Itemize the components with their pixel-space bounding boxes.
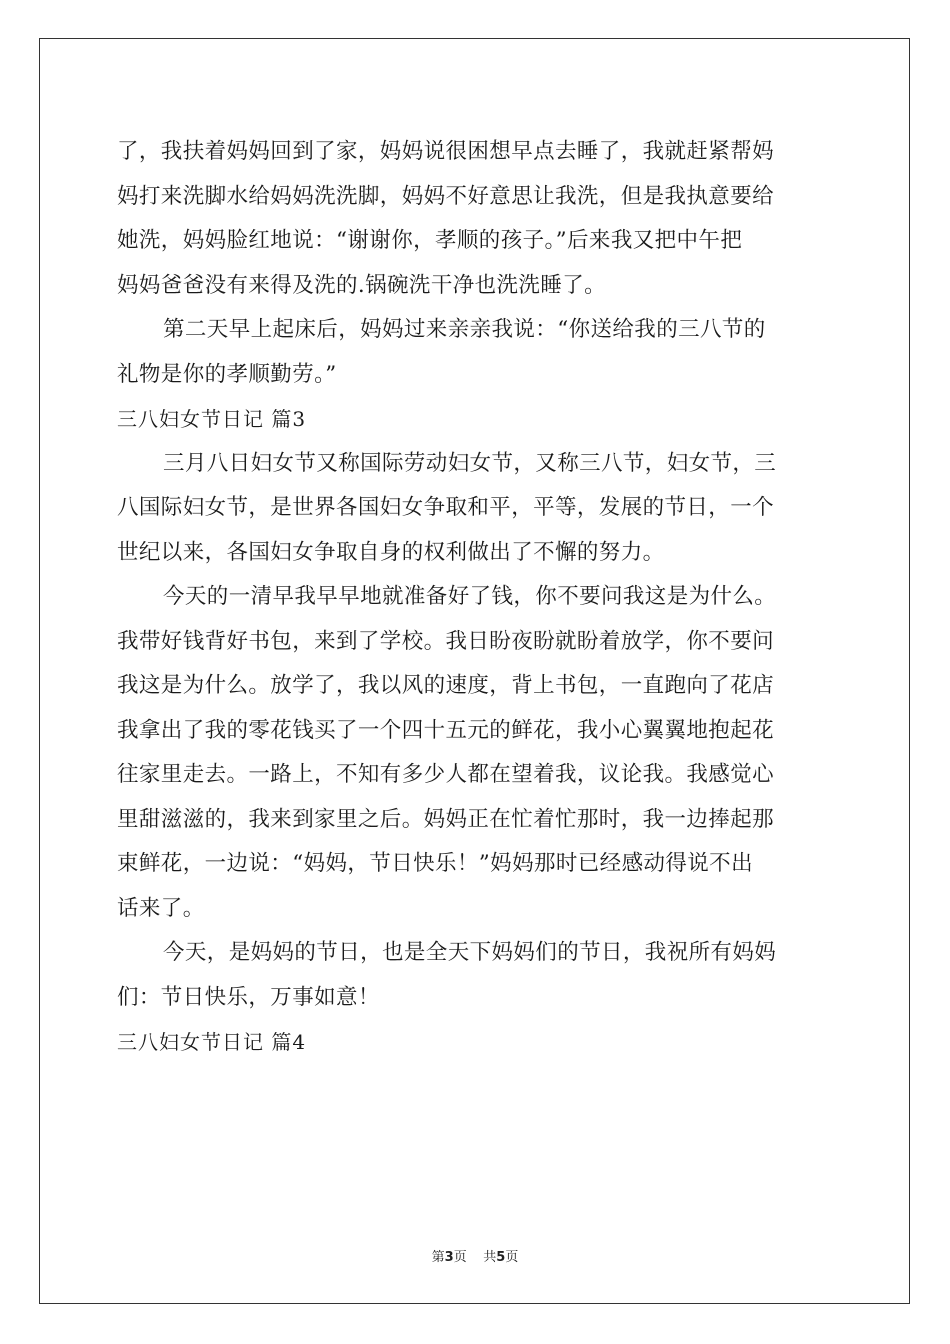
text-line-13: 我这是为什么。放学了，我以风的速度，背上书包，一直跑向了花店 [117, 673, 775, 698]
text-line-11: 今天的一清早我早早地就准备好了钱，你不要问我这是为什么。 [163, 584, 777, 609]
text-line-17: 束鲜花，一边说：“妈妈，节日快乐！”妈妈那时已经感动得说不出 [117, 851, 753, 876]
text-line-6: 礼物是你的孝顺勤劳。” [117, 361, 337, 387]
text-line-20: 们：节日快乐，万事如意！ [117, 984, 380, 1010]
footer-total-pages: 5 [496, 1250, 506, 1265]
text-line-15: 往家里走去。一路上，不知有多少人都在望着我，议论我。我感觉心 [117, 762, 775, 787]
text-line-2: 妈打来洗脚水给妈妈洗洗脚，妈妈不好意思让我洗，但是我执意要给 [117, 183, 775, 209]
footer-current-page: 3 [444, 1250, 454, 1265]
text-line-18: 话来了。 [117, 895, 205, 921]
text-line-12: 我带好钱背好书包，来到了学校。我日盼夜盼就盼着放学，你不要问 [117, 628, 775, 654]
footer-page-unit: 页 [453, 1250, 467, 1265]
footer-total-prefix: 共 [483, 1250, 497, 1265]
text-line-8: 三月八日妇女节又称国际劳动妇女节，又称三八节，妇女节，三 [163, 450, 777, 476]
text-line-4: 妈妈爸爸没有来得及洗的.锅碗洗干净也洗洗睡了。 [117, 272, 607, 298]
text-line-14: 我拿出了我的零花钱买了一个四十五元的鲜花，我小心翼翼地抱起花 [117, 717, 775, 743]
text-line-5: 第二天早上起床后，妈妈过来亲亲我说：“你送给我的三八节的 [163, 317, 766, 342]
text-line-19: 今天，是妈妈的节日，也是全天下妈妈们的节日，我祝所有妈妈 [163, 940, 777, 965]
document-body [117, 130, 833, 1065]
section-heading-3: 三八妇女节日记 篇3 [117, 407, 307, 431]
text-line-9: 八国际妇女节，是世界各国妇女争取和平，平等，发展的节日，一个 [117, 495, 775, 520]
text-line-1: 了，我扶着妈妈回到了家，妈妈说很困想早点去睡了，我就赶紧帮妈 [117, 139, 775, 164]
section-heading-4: 三八妇女节日记 篇4 [117, 1030, 307, 1054]
text-line-16: 里甜滋滋的，我来到家里之后。妈妈正在忙着忙那时，我一边捧起那 [117, 806, 775, 832]
footer-total-unit: 页 [505, 1250, 519, 1265]
footer-page-prefix: 第 [431, 1250, 445, 1265]
text-line-10: 世纪以来，各国妇女争取自身的权利做出了不懈的努力。 [117, 539, 665, 565]
text-line-3: 她洗，妈妈脸红地说：“谢谢你，孝顺的孩子。”后来我又把中午把 [117, 228, 743, 253]
page-footer [0, 1246, 950, 1265]
